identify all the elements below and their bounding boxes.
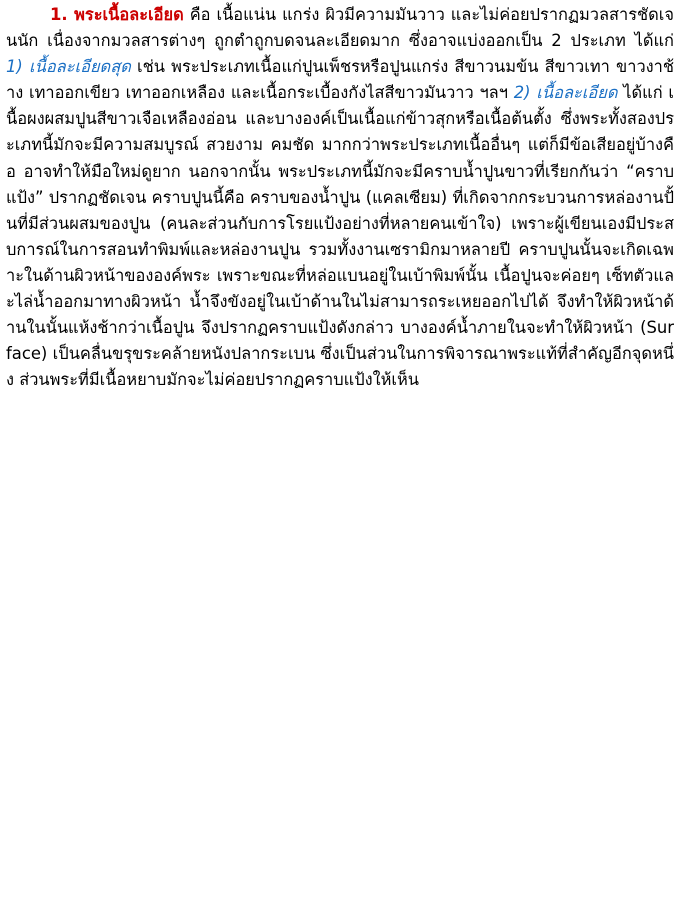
text-segment: เช่น พระประเภทเนื้อแก่ปูนเพ็ชรหรือปูนแกร่ง สีขาวนมข้น สีขาวเทา ขาวงาช้าง เทาออกเขียว เทาออกเหลือง และเนื้อกระเบื้องกังไสสีขาวมันวาว ฯลฯ [6, 57, 674, 103]
term-finest-texture: 1) เนื้อละเอียดสุด [6, 57, 131, 77]
term-fine-texture: 2) เนื้อละเอียด [513, 83, 618, 103]
body-paragraph [6, 2, 674, 393]
text-segment: คือ เนื้อแน่น แกร่ง ผิวมีความมันวาว และไม่ค่อยปรากฏมวลสารชัดเจนนัก เนื่องจากมวลสารต่างๆ ถูกตำถูกบดจนละเอียดมาก ซึ่งอาจแบ่งออกเป็น 2 ประเภท ได้แก่ [6, 5, 674, 51]
text-segment: ได้แก่ เนื้อผงผสมปูนสีขาวเจือเหลืองอ่อน และบางองค์เป็นเนื้อแก่ข้าวสุกหรือเนื้อต้นตั้ง ซึ่งพระทั้งสองประเภทนี้มักจะมีความสมบูรณ์ สวยงาม คมชัด มากกว่าพระประเภทเนื้ออื่นๆ แต่ก็มีข้อเสียอยู่บ้างคือ อาจทำให้มือใหม่ดูยาก นอกจากนั้น พระประเภทนี้มักจะมีคราบน้ำปูนขาวที่เรียกกันว่า “คราบแป้ง” ปรากฏชัดเจน คราบปูนนี้คือ คราบของน้ำปูน (แคลเซียม) ที่เกิดจากกระบวนการหล่องานปั้นที่มีส่วนผสมของปูน (คนละส่วนกับการโรยแป้งอย่างที่หลายคนเข้าใจ) เพราะผู้เขียนเองมีประสบการณ์ในการสอนทำพิมพ์และหล่องานปูน รวมทั้งงานเซรามิกมาหลายปี คราบปูนนั้นจะเกิดเฉพาะในด้านผิวหน้าขององค์พระ เพราะขณะที่หล่อแบนอยู่ในเบ้าพิมพ์นั้น เนื้อปูนจะค่อยๆ เซ็ทตัวและไล่น้ำออกมาทางผิวหน้า น้ำจึงขังอยู่ในเบ้าด้านในไม่สามารถระเหยออกไปได้ จึงทำให้ผิวหน้าด้านในนั้นแห้งช้ากว่าเนื้อปูน จึงปรากฏคราบแป้งดังกล่าว บางองค์น้ำภายในจะทำให้ผิวหน้า (Surface) เป็นคลื่นขรุขระคล้ายหนังปลากระเบน ซึ่งเป็นส่วนในการพิจารณาพระแท้ที่สำคัญอีกจุดหนึ่ง ส่วนพระที่มีเนื้อหยาบมักจะไม่ค่อยปรากฏคราบแป้งให้เห็น [6, 83, 674, 390]
section-heading: 1. พระเนื้อละเอียด [50, 5, 184, 24]
